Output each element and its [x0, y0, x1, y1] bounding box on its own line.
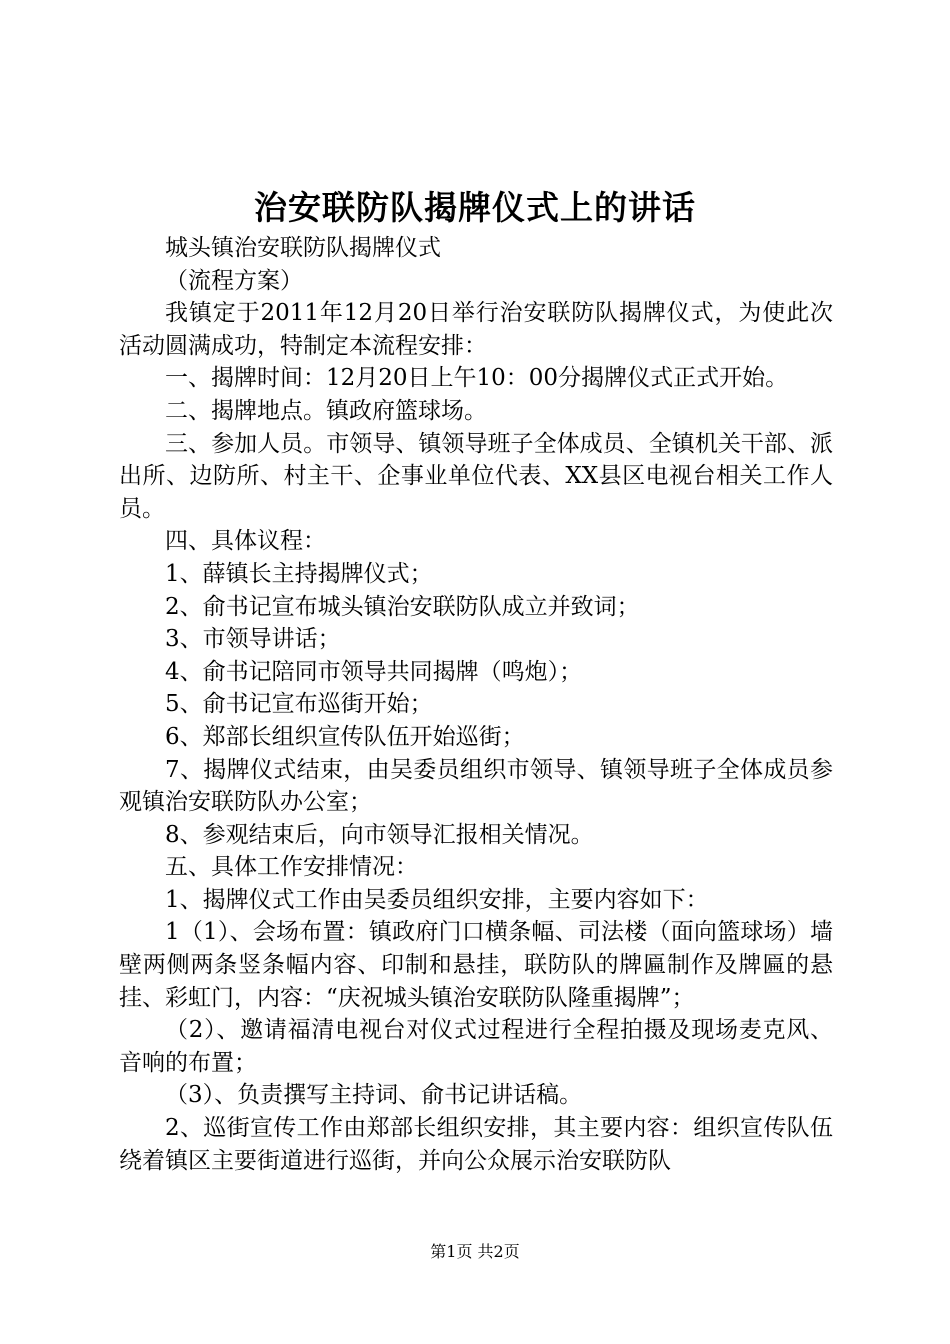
paragraph: 5、俞书记宣布巡街开始； — [165, 691, 433, 718]
paragraph: 三、参加人员。市领导、镇领导班子全体成员、全镇机关干部、派出所、边防所、村主干、企事业单位代表、XX县区电视台相关工作人员。 — [119, 430, 833, 522]
paragraph: 1（1）、会场布置：镇政府门口横条幅、司法楼（面向篮球场）墙壁两侧两条竖条幅内容、印制和悬挂，联防队的牌匾制作及牌匾的悬挂、彩虹门，内容：“庆祝城头镇治安联防队隆重揭牌”； — [119, 919, 833, 1011]
paragraph: 四、具体议程： — [165, 528, 326, 555]
paragraph: 6、郑部长组织宣传队伍开始巡街； — [165, 723, 525, 750]
paragraph: 4、俞书记陪同市领导共同揭牌（鸣炮）； — [165, 658, 583, 685]
paragraph: 城头镇治安联防队揭牌仪式 — [165, 235, 441, 261]
paragraph: （2）、邀请福清电视台对仪式过程进行全程拍摄及现场麦克风、音响的布置； — [119, 1017, 833, 1076]
paragraph: 1、薛镇长主持揭牌仪式； — [165, 560, 433, 587]
paragraph: 3、市领导讲话； — [165, 626, 341, 653]
paragraph: 我镇定于2011年12月20日举行治安联防队揭牌仪式，为使此次活动圆满成功，特制定本流程安排： — [119, 300, 833, 359]
document-title: 治安联防队揭牌仪式上的讲话 — [254, 188, 696, 227]
paragraph: 8、参观结束后，向市领导汇报相关情况。 — [165, 821, 594, 848]
paragraph: 2、俞书记宣布城头镇治安联防队成立并致词； — [165, 593, 640, 620]
paragraph: （流程方案） — [165, 267, 303, 294]
paragraph: 7、揭牌仪式结束，由吴委员组织市领导、镇领导班子全体成员参观镇治安联防队办公室； — [119, 756, 833, 816]
document-body — [119, 232, 833, 1177]
paragraph: 1、揭牌仪式工作由吴委员组织安排，主要内容如下： — [165, 886, 709, 913]
paragraph: 五、具体工作安排情况： — [165, 854, 418, 881]
paragraph: 一、揭牌时间：12月20日上午10：00分揭牌仪式正式开始。 — [165, 365, 789, 392]
page-footer: 第1页 共2页 — [430, 1242, 520, 1261]
paragraph: 二、揭牌地点。镇政府篮球场。 — [165, 397, 487, 424]
paragraph: （3）、负责撰写主持词、俞书记讲话稿。 — [165, 1082, 583, 1109]
paragraph: 2、巡街宣传工作由郑部长组织安排，其主要内容：组织宣传队伍绕着镇区主要街道进行巡街，并向公众展示治安联防队 — [119, 1115, 833, 1174]
